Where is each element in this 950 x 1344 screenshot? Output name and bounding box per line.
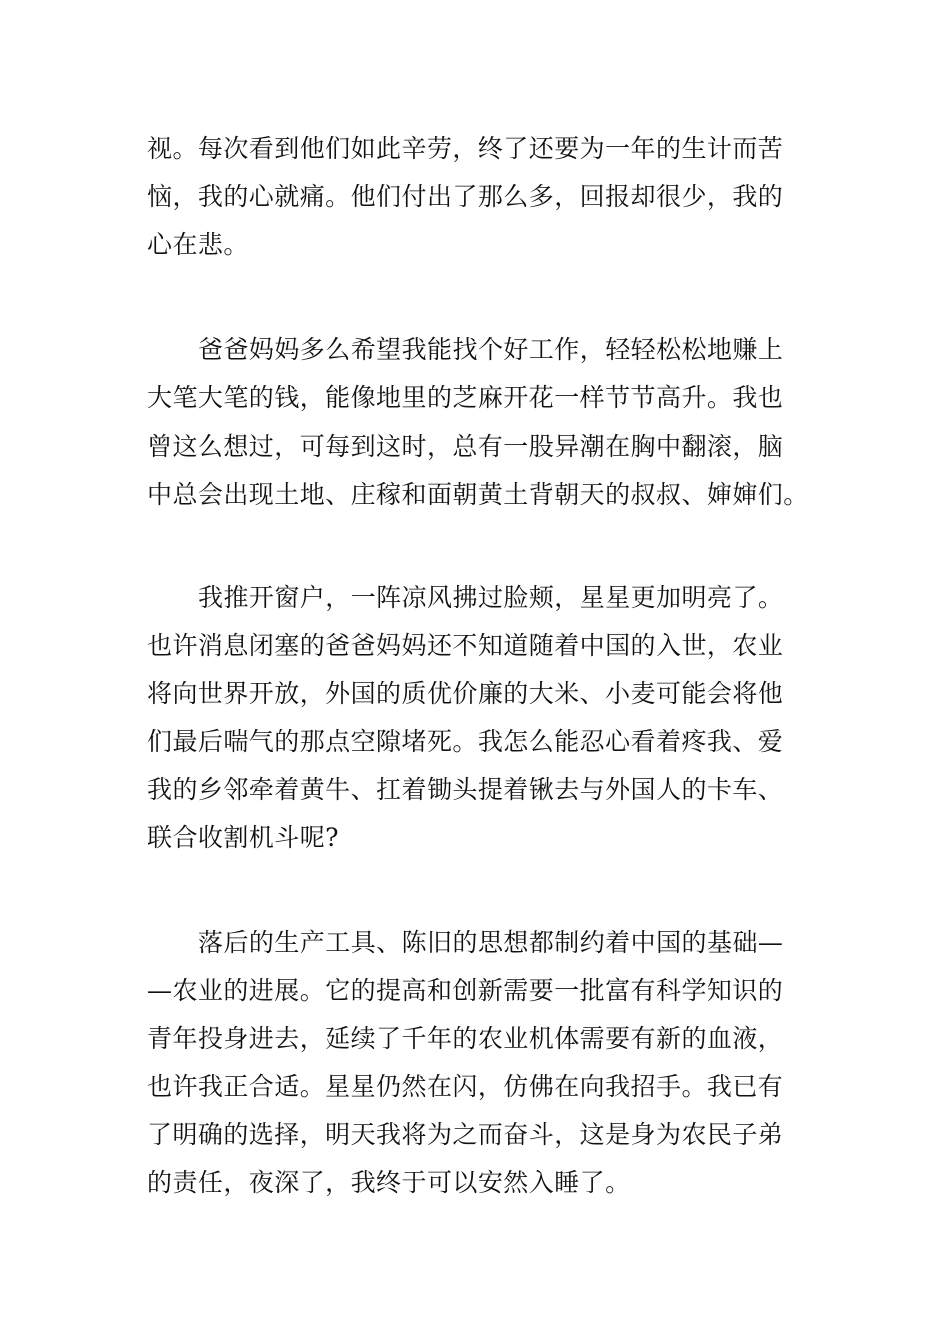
paragraph-1-line-3: 心在悲。 — [147, 230, 249, 259]
paragraph-2-line-3: 曾这么想过，可每到这时，总有一股异潮在胸中翻滚，脑 — [147, 432, 784, 461]
paragraph-3-line-2: 也许消息闭塞的爸爸妈妈还不知道随着中国的入世，农业 — [147, 631, 784, 660]
paragraph-2-line-1: 爸爸妈妈多么希望我能找个好工作，轻轻松松地赚上 — [198, 335, 784, 364]
paragraph-4-line-3: 青年投身进去，延续了千年的农业机体需要有新的血液， — [147, 1024, 784, 1053]
paragraph-4-line-6: 的责任，夜深了，我终于可以安然入睡了。 — [147, 1168, 631, 1197]
paragraph-1-line-2: 恼，我的心就痛。他们付出了那么多，回报却很少，我的 — [147, 182, 784, 211]
paragraph-3-line-1: 我推开窗户，一阵凉风拂过脸颊，星星更加明亮了。 — [198, 583, 784, 612]
paragraph-2-line-2: 大笔大笔的钱，能像地里的芝麻开花一样节节高升。我也 — [147, 383, 784, 412]
paragraph-3-line-6: 联合收割机斗呢? — [147, 823, 340, 852]
paragraph-4-line-2: —农业的进展。它的提高和创新需要一批富有科学知识的 — [147, 976, 784, 1005]
paragraph-3-line-3: 将向世界开放，外国的质优价廉的大米、小麦可能会将他 — [147, 679, 784, 708]
paragraph-4-line-4: 也许我正合适。星星仍然在闪，仿佛在向我招手。我已有 — [147, 1072, 784, 1101]
paragraph-4-line-5: 了明确的选择，明天我将为之而奋斗，这是身为农民子弟 — [147, 1120, 784, 1149]
paragraph-3-line-5: 我的乡邻牵着黄牛、扛着锄头提着锹去与外国人的卡车、 — [147, 775, 784, 804]
paragraph-1-line-1: 视。每次看到他们如此辛劳，终了还要为一年的生计而苦 — [147, 134, 784, 163]
paragraph-2-line-4: 中总会出现土地、庄稼和面朝黄土背朝天的叔叔、婶婶们。 — [147, 480, 809, 509]
paragraph-3-line-4: 们最后喘气的那点空隙堵死。我怎么能忍心看着疼我、爱 — [147, 727, 784, 756]
paragraph-4-line-1: 落后的生产工具、陈旧的思想都制约着中国的基础— — [198, 928, 784, 957]
